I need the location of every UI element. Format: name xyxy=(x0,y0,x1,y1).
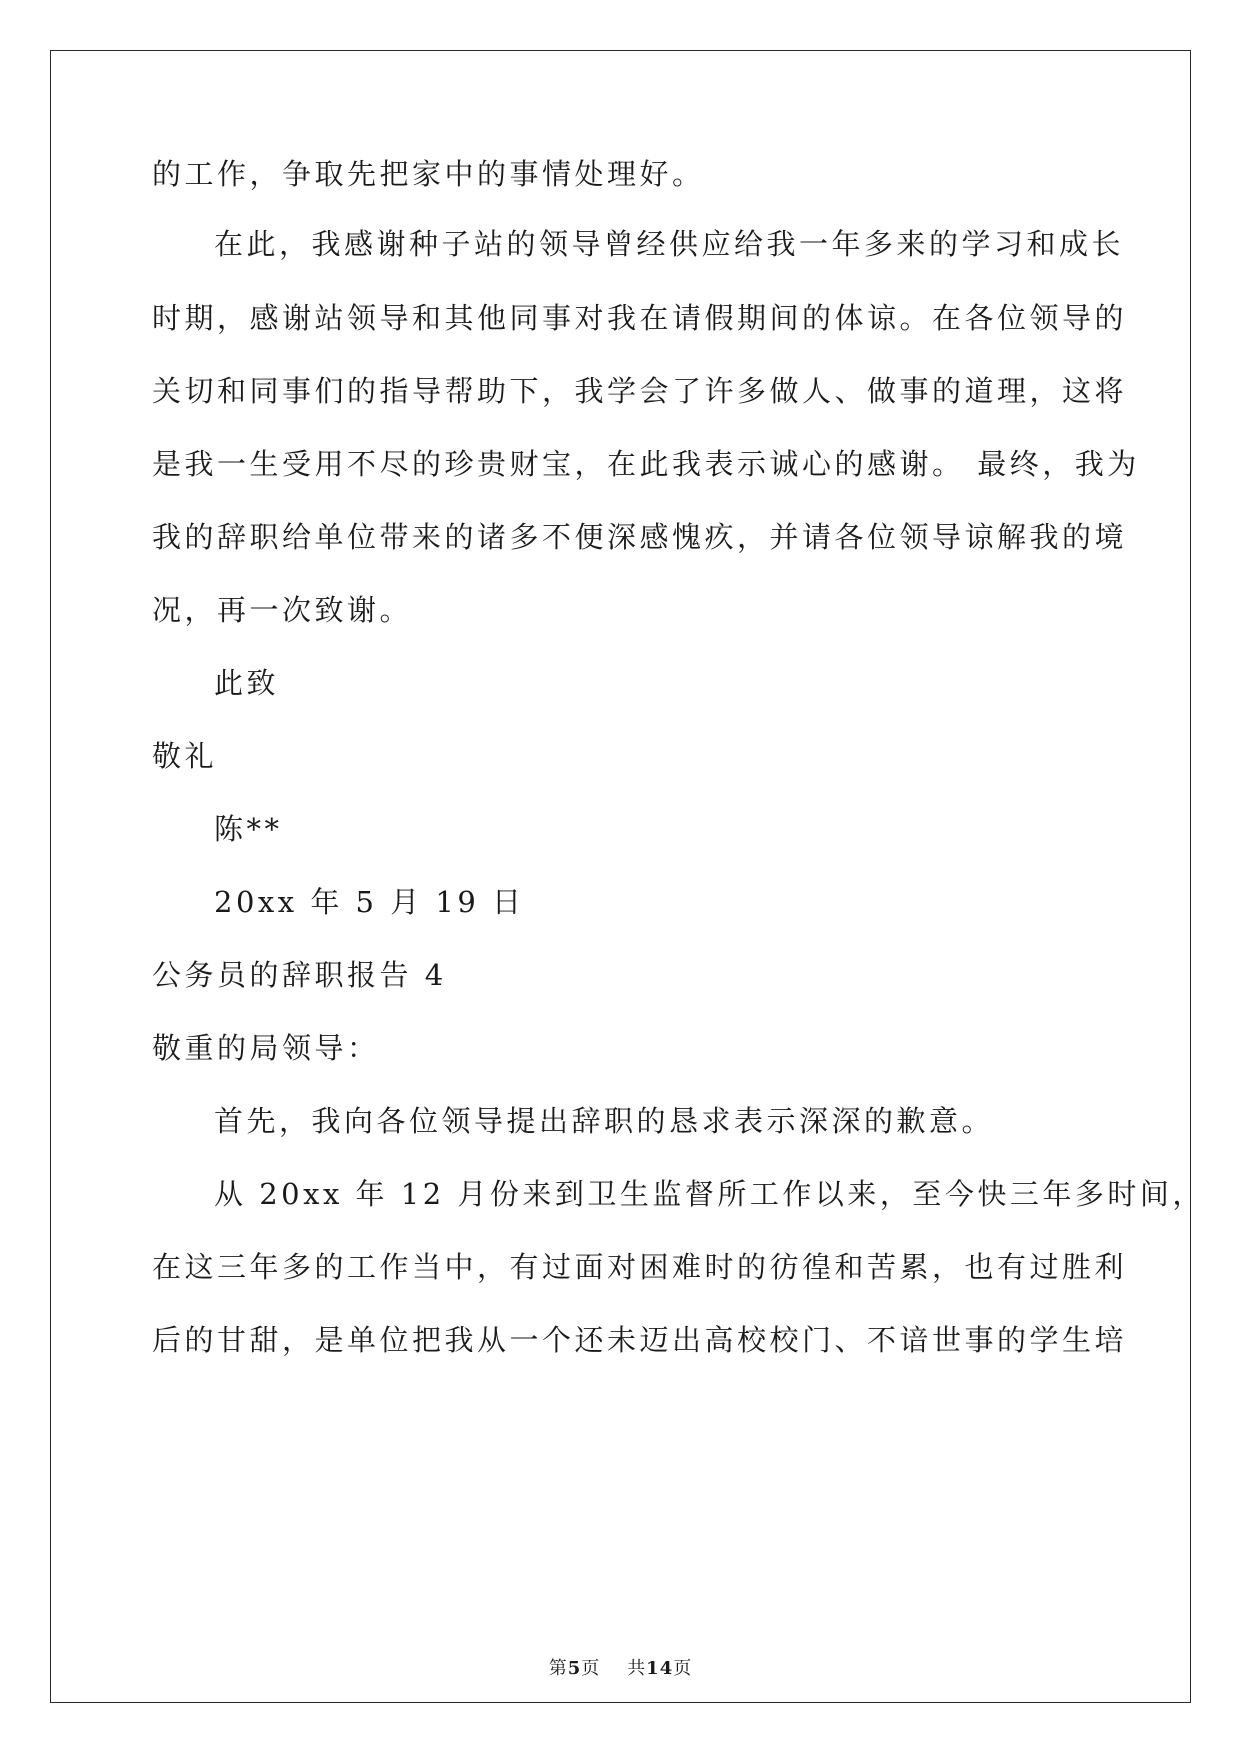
text-line: 是我一生受用不尽的珍贵财宝，在此我表示诚心的感谢。 最终，我为 xyxy=(152,447,1140,481)
footer-total-suffix: 页 xyxy=(673,1658,693,1679)
text-line: 时期，感谢站领导和其他同事对我在请假期间的体谅。在各位领导的 xyxy=(152,301,1128,335)
text-line: 首先，我向各位领导提出辞职的恳求表示深深的歉意。 xyxy=(214,1104,995,1138)
text-line: 的工作，争取先把家中的事情处理好。 xyxy=(152,157,705,191)
greeting: 敬重的局领导： xyxy=(152,1031,380,1065)
text-line: 在这三年多的工作当中，有过面对困难时的彷徨和苦累，也有过胜利 xyxy=(152,1250,1128,1284)
closing-salutation: 此致 xyxy=(214,666,280,700)
closing-respect: 敬礼 xyxy=(152,739,218,773)
text-line: 后的甘甜，是单位把我从一个还未迈出高校校门、不谙世事的学生培 xyxy=(152,1323,1128,1357)
page-border xyxy=(50,50,1191,1703)
total-page-count: 14 xyxy=(646,1658,674,1679)
text-line: 我的辞职给单位带来的诸多不便深感愧疚，并请各位领导谅解我的境 xyxy=(152,520,1128,554)
section-title: 公务员的辞职报告 4 xyxy=(152,958,447,992)
text-line: 从 20xx 年 12 月份来到卫生监督所工作以来，至今快三年多时间， xyxy=(214,1177,1205,1211)
text-line: 关切和同事们的指导帮助下，我学会了许多做人、做事的道理，这将 xyxy=(152,374,1128,408)
text-line: 况，再一次致谢。 xyxy=(152,593,413,627)
signature-name: 陈** xyxy=(214,812,283,846)
footer-total-prefix: 共 xyxy=(627,1658,647,1679)
text-line: 在此，我感谢种子站的领导曾经供应给我一年多来的学习和成长 xyxy=(214,227,1125,261)
footer-page-suffix: 页 xyxy=(581,1658,601,1679)
current-page-number: 5 xyxy=(567,1658,582,1679)
footer-prefix: 第 xyxy=(548,1658,568,1679)
page-footer xyxy=(0,1657,1241,1681)
signature-date: 20xx 年 5 月 19 日 xyxy=(214,885,525,919)
